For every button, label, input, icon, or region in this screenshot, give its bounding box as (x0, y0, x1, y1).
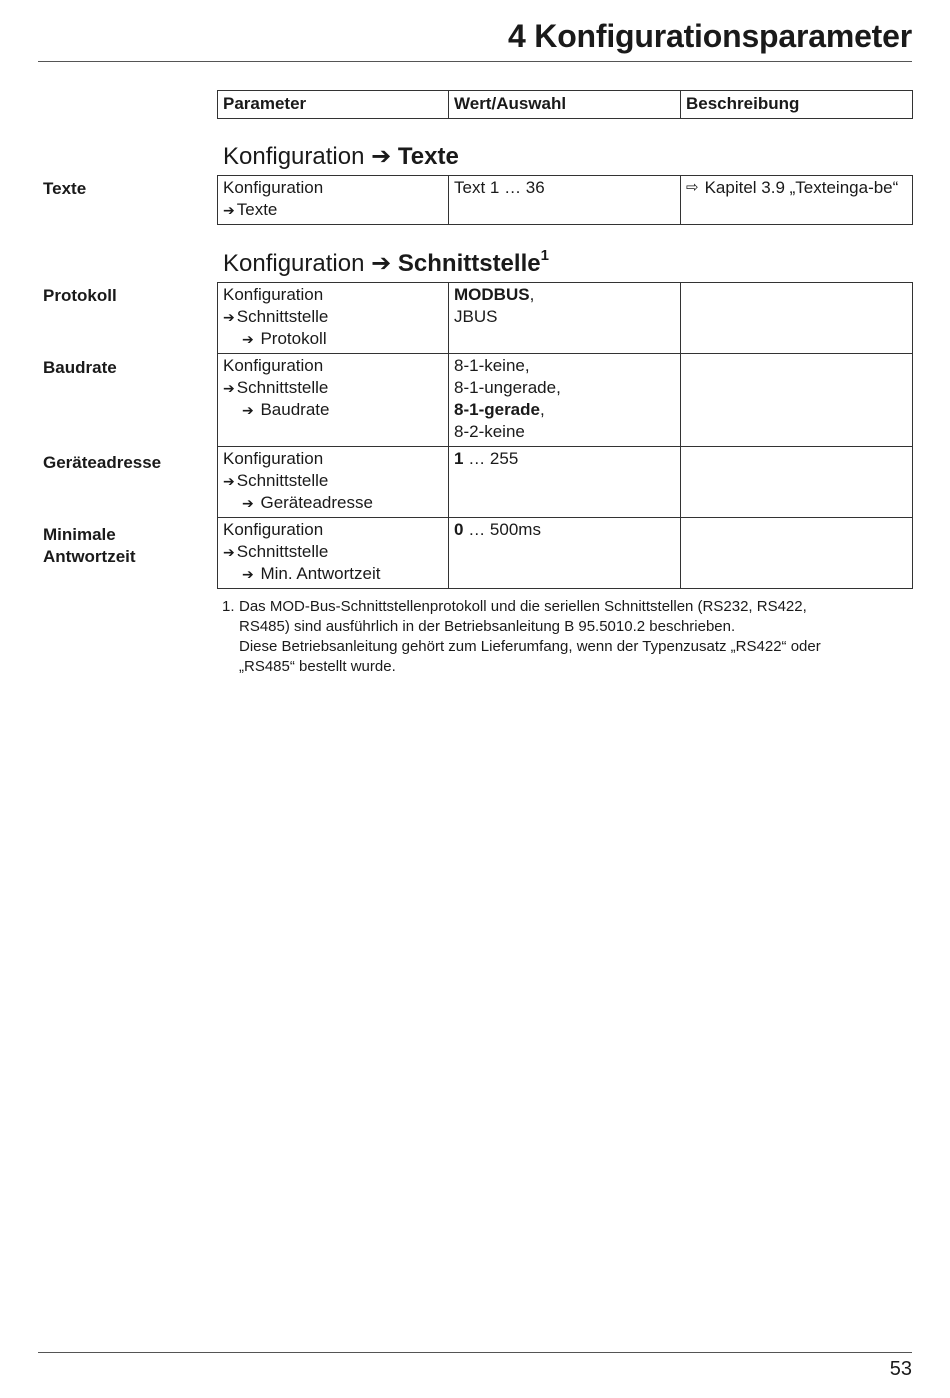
description-cell (681, 354, 913, 447)
section-title-bold: Texte (397, 143, 459, 170)
parameter-path-cell: Konfiguration ➔ Schnittstelle ➔ Baudrate (218, 354, 449, 447)
page-number: 53 (889, 1358, 912, 1380)
reference-text: Kapitel 3.9 „Texteinga-be“ (704, 178, 899, 197)
arrow-icon: ➔ (242, 566, 254, 582)
arrow-icon: ➔ (242, 331, 254, 347)
footnote-line-1: Das MOD-Bus-Schnittstellenprotokoll und die seriellen Schnittstellen (RS232, RS422, (239, 598, 807, 615)
value-cell: 8-1-keine, 8-1-ungerade, 8-1-gerade, 8-2-keine (449, 354, 681, 447)
section-title-prefix: Konfiguration (223, 250, 365, 277)
column-header-table (217, 90, 913, 119)
arrow-icon: ➔ (242, 402, 254, 418)
path-level-2: ➔ Texte (223, 200, 278, 219)
section-title-schnittstelle (223, 249, 549, 278)
footnote-line-4: „RS485“ bestellt wurde. (239, 658, 396, 675)
arrow-icon: ➔ (223, 473, 235, 489)
value-cell: 0 … 500ms (449, 518, 681, 589)
row-label-baudrate: Baudrate (43, 358, 117, 377)
section-title-texte (223, 142, 459, 171)
description-cell (681, 447, 913, 518)
table-row (218, 176, 913, 225)
header-divider (38, 61, 912, 62)
arrow-icon: ➔ (223, 309, 235, 325)
row-label-texte: Texte (43, 179, 87, 198)
parameter-path-cell: Konfiguration ➔ Schnittstelle ➔ Min. Antwortzeit (218, 518, 449, 589)
footnote-line-3: Diese Betriebsanleitung gehört zum Lieferumfang, wenn der Typenzusatz „RS422“ oder (239, 638, 821, 655)
arrow-icon: ➔ (223, 202, 235, 218)
table-row (218, 354, 913, 447)
table-row (218, 447, 913, 518)
table-header-row (218, 91, 913, 119)
value-cell: MODBUS, JBUS (449, 283, 681, 354)
reference-arrow-icon: ⇨ (686, 179, 699, 196)
header-parameter: Parameter (218, 91, 449, 119)
value-cell: Text 1 … 36 (449, 176, 681, 225)
schnittstelle-table (217, 282, 913, 589)
parameter-path-cell: Konfiguration ➔ Schnittstelle ➔ Protokoll (218, 283, 449, 354)
arrow-icon: ➔ (371, 143, 392, 170)
arrow-icon: ➔ (242, 495, 254, 511)
header-value: Wert/Auswahl (449, 91, 681, 119)
section-title-prefix: Konfiguration (223, 143, 365, 170)
row-label-geraeteadresse: Geräteadresse (43, 453, 162, 472)
header-description: Beschreibung (681, 91, 913, 119)
table-row (218, 518, 913, 589)
footer-divider (38, 1352, 912, 1353)
footnote-marker: 1 (540, 247, 549, 264)
description-cell (681, 283, 913, 354)
arrow-icon: ➔ (223, 380, 235, 396)
description-cell (681, 176, 913, 225)
page-header-title: 4 Konfigurationsparameter (508, 18, 912, 54)
description-cell (681, 518, 913, 589)
footnote-number: 1. (222, 598, 235, 615)
arrow-icon: ➔ (223, 544, 235, 560)
row-label-protokoll: Protokoll (43, 286, 117, 305)
parameter-path-cell: Konfiguration ➔ Schnittstelle ➔ Geräteadresse (218, 447, 449, 518)
path-level-1: Konfiguration (223, 178, 324, 197)
arrow-icon: ➔ (371, 250, 392, 277)
footnote-line-2: RS485) sind ausführlich in der Betriebsanleitung B 95.5010.2 beschrieben. (239, 618, 736, 635)
section-title-bold: Schnittstelle (397, 250, 541, 277)
value-cell: 1 … 255 (449, 447, 681, 518)
footnote (222, 597, 882, 677)
table-row (218, 283, 913, 354)
texte-table (217, 175, 913, 225)
parameter-path-cell (218, 176, 449, 225)
row-label-antwortzeit: Minimale Antwortzeit (43, 525, 136, 566)
